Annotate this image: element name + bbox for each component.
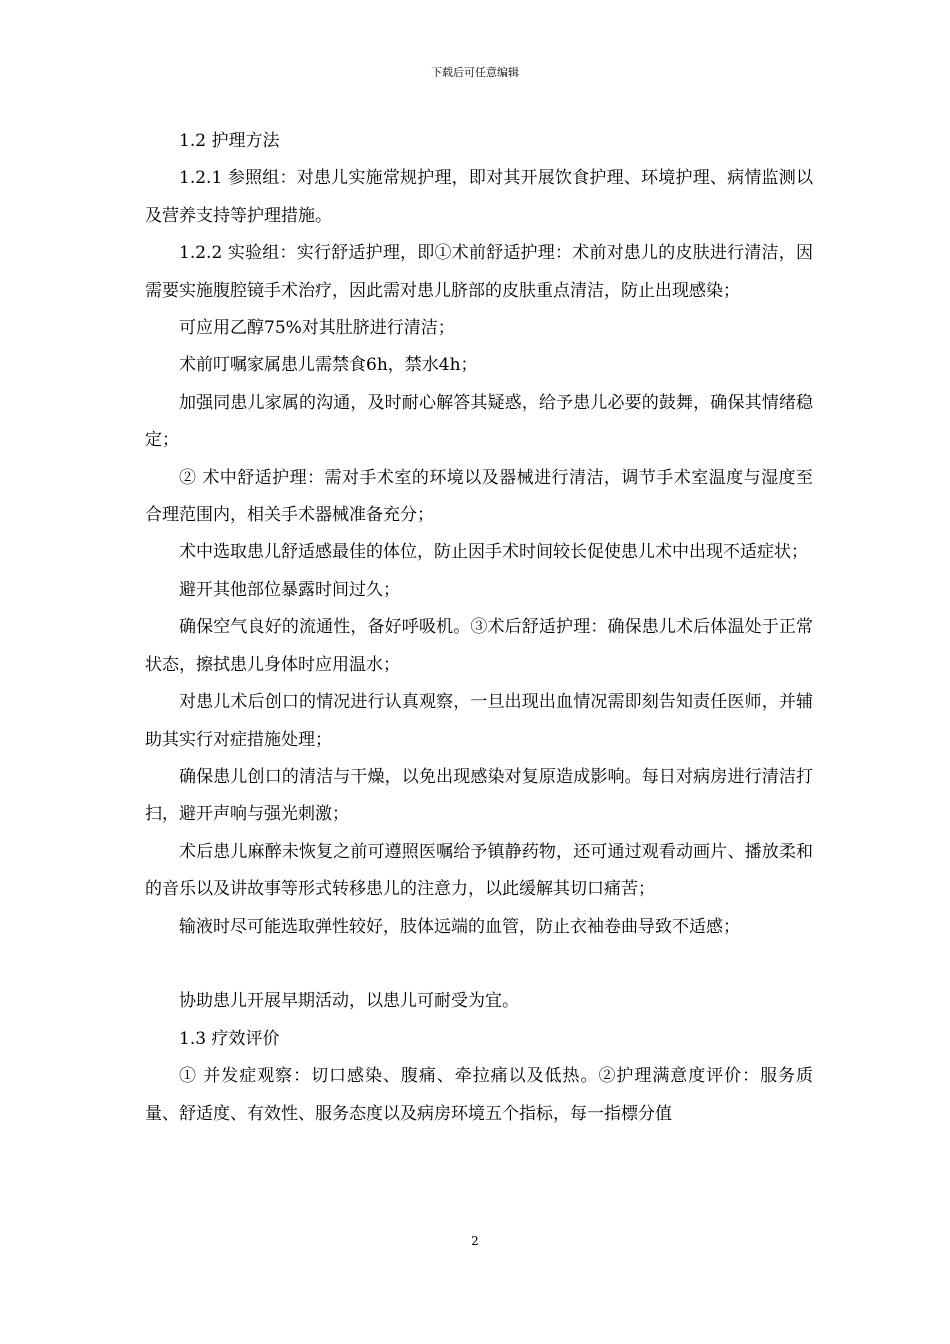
paragraph-fasting: 术前叮嘱家属患儿需禁食6h，禁水4h；	[179, 355, 478, 376]
paragraph-intraoperative: ② 术中舒适护理：需对手术室的环境以及器械进行清洁，调节手术室温度与湿度至合理范围内，相关手术器械准备充分；	[145, 467, 813, 526]
page-number: 2	[471, 1234, 479, 1248]
paragraph-evaluation: ① 并发症观察：切口感染、腹痛、牵拉痛以及低热。②护理满意度评价：服务质量、舒适度、有效性、服务态度以及病房环境五个指标，每一指標分值	[145, 1066, 813, 1124]
paragraph-wound-observation: 对患儿术后创口的情况进行认真观察，一旦出现出血情况需即刻告知责任医师，并辅助其实行对症措施处理；	[145, 692, 813, 750]
paragraph-early-activity: 协助患儿开展早期活动，以患儿可耐受为宜。	[179, 991, 519, 1012]
blank-line	[145, 946, 813, 983]
paragraph-exposure: 避开其他部位暴露时间过久；	[179, 579, 400, 600]
paragraph-ethanol: 可应用乙醇75%对其肚脐进行清洁；	[179, 318, 455, 339]
section-heading-1-3: 1.3 疗效评价	[179, 1028, 280, 1049]
paragraph-reference-group: 1.2.1 参照组：对患儿实施常规护理，即对其开展饮食护理、环境护理、病情监测以及营养支持等护理措施。	[145, 168, 813, 226]
section-heading-1-2: 1.2 护理方法	[179, 131, 280, 151]
paragraph-sedation: 术后患儿麻醉未恢复之前可遵照医嘱给予镇静药物，还可通过观看动画片、播放柔和的音乐以及讲故事等形式转移患儿的注意力，以此缓解其切口痛苦；	[145, 841, 813, 900]
paragraph-ventilation: 确保空气良好的流通性，备好呼吸机。③术后舒适护理：确保患儿术后体温处于正常状态，擦拭患儿身体时应用温水；	[145, 617, 813, 675]
document-body	[145, 123, 813, 1133]
paragraph-position: 术中选取患儿舒适感最佳的体位，防止因手术时间较长促使患儿术中出现不适症状；	[179, 542, 808, 563]
paragraph-wound-cleaning: 确保患儿创口的清洁与干燥，以免出现感染对复原造成影响。每日对病房进行清洁打扫，避开声响与强光刺激；	[145, 766, 813, 825]
page-header: 下载后可任意编辑	[431, 66, 519, 79]
paragraph-communication: 加强同患儿家属的沟通，及时耐心解答其疑惑，给予患儿必要的鼓舞，确保其情绪稳定；	[145, 392, 813, 451]
paragraph-experiment-group: 1.2.2 实验组：实行舒适护理，即①术前舒适护理：术前对患儿的皮肤进行清洁，因需要实施腹腔镜手术治疗，因此需对患儿脐部的皮肤重点清洁，防止出现感染；	[145, 243, 813, 301]
paragraph-infusion: 输液时尽可能选取弹性较好，肢体远端的血管，防止衣袖卷曲导致不适感；	[179, 916, 740, 937]
